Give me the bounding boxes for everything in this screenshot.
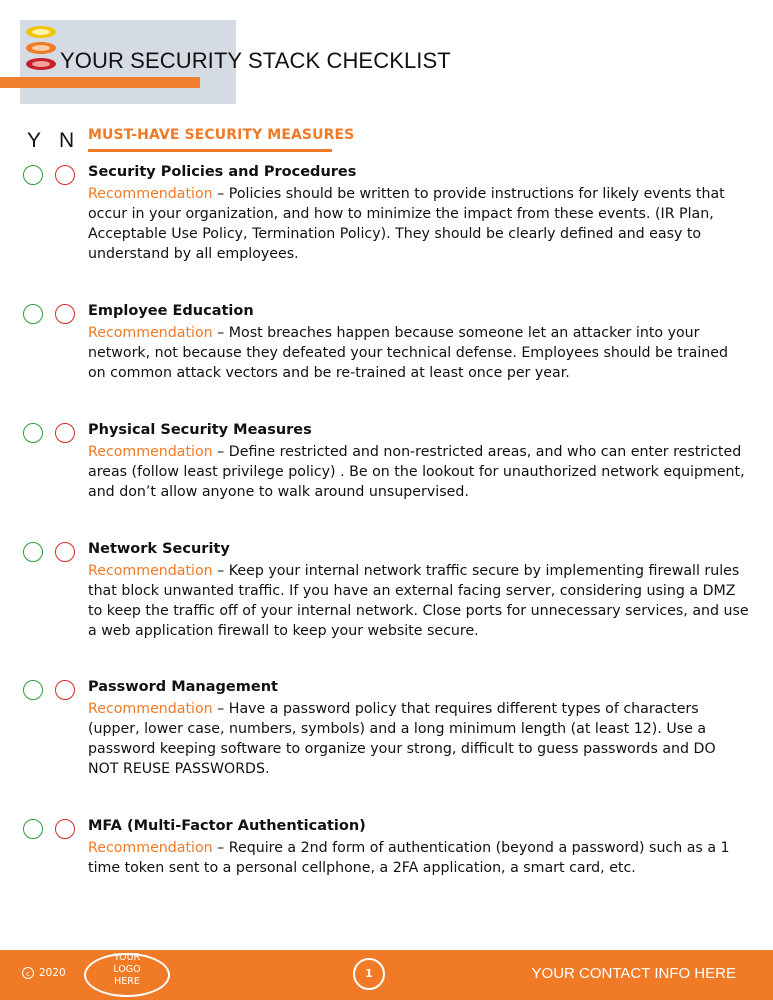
- footer-logo-placeholder: [84, 952, 170, 988]
- item-title: Employee Education: [88, 303, 254, 319]
- header-accent-bar: [0, 77, 200, 88]
- item-body: [88, 184, 750, 264]
- item-text: – Keep your internal network traffic secure by implementing firewall rules that block unwanted traffic. If you have an external facing server, considering using a DMZ to keep the traffic off of your internal network. Close ports for unnecessary services, and use a web application firewall to keep your website secure.: [88, 563, 749, 639]
- item-title: MFA (Multi-Factor Authentication): [88, 818, 366, 834]
- item-text: – Define restricted and non-restricted areas, and who can enter restricted areas (follow least privilege policy) . Be on the lookout for unauthorized network equipment, and don’t allow anyone to walk around unsupervised.: [88, 444, 745, 500]
- logo-line: LOGO: [113, 964, 141, 975]
- item-text: – Policies should be written to provide instructions for likely events that occur in your organization, and how to minimize the impact from these events. (IR Plan, Acceptable Use Policy, Termination Policy). They should be clearly defined and easy to understand by all employees.: [88, 186, 725, 262]
- item-title: Network Security: [88, 541, 230, 557]
- contact-info: YOUR CONTACT INFO HERE: [531, 965, 736, 982]
- yes-radio[interactable]: [23, 423, 43, 443]
- recommendation-label: Recommendation: [88, 444, 213, 460]
- section-underline: [88, 149, 332, 152]
- recommendation-label: Recommendation: [88, 701, 213, 717]
- yes-radio[interactable]: [23, 542, 43, 562]
- yes-column-label: Y: [27, 129, 42, 152]
- item-text: – Most breaches happen because someone let an attacker into your network, not because they defeated your technical defense. Employees should be trained on common attack vectors and be re-trained at least once per year.: [88, 325, 729, 381]
- recommendation-label: Recommendation: [88, 325, 213, 341]
- copyright-icon: c: [22, 967, 34, 979]
- stacked-discs-icon: [21, 24, 61, 74]
- item-text: – Require a 2nd form of authentication (beyond a password) such as a 1 time token sent to a personal cellphone, a 2FA application, a smart card, etc.: [88, 840, 730, 876]
- copyright: [22, 967, 66, 979]
- no-radio[interactable]: [55, 165, 75, 185]
- no-radio[interactable]: [55, 542, 75, 562]
- page-title: YOUR SECURITY STACK CHECKLIST: [60, 48, 451, 73]
- recommendation-label: Recommendation: [88, 563, 213, 579]
- recommendation-label: Recommendation: [88, 840, 213, 856]
- copyright-year: 2020: [39, 967, 66, 979]
- item-body: [88, 323, 750, 383]
- no-radio[interactable]: [55, 304, 75, 324]
- yes-radio[interactable]: [23, 680, 43, 700]
- item-body: [88, 699, 750, 779]
- no-radio[interactable]: [55, 680, 75, 700]
- logo-line: HERE: [114, 976, 140, 987]
- footer: [0, 950, 773, 1000]
- section-heading: MUST-HAVE SECURITY MEASURES: [88, 127, 355, 143]
- item-body: [88, 442, 750, 502]
- item-text: – Have a password policy that requires different types of characters (upper, lower case, numbers, symbols) and a long minimum length (at least 12). Use a password keeping software to organize your strong, difficult to guess passwords and DO NOT REUSE PASSWORDS.: [88, 701, 716, 777]
- yes-radio[interactable]: [23, 819, 43, 839]
- page-number: 1: [353, 958, 385, 990]
- no-radio[interactable]: [55, 423, 75, 443]
- yes-radio[interactable]: [23, 304, 43, 324]
- item-title: Security Policies and Procedures: [88, 164, 357, 180]
- item-body: [88, 838, 750, 878]
- item-body: [88, 561, 750, 641]
- item-title: Physical Security Measures: [88, 422, 312, 438]
- no-column-label: N: [59, 129, 75, 152]
- logo-line: YOUR: [113, 952, 141, 963]
- no-radio[interactable]: [55, 819, 75, 839]
- yes-radio[interactable]: [23, 165, 43, 185]
- recommendation-label: Recommendation: [88, 186, 213, 202]
- item-title: Password Management: [88, 679, 278, 695]
